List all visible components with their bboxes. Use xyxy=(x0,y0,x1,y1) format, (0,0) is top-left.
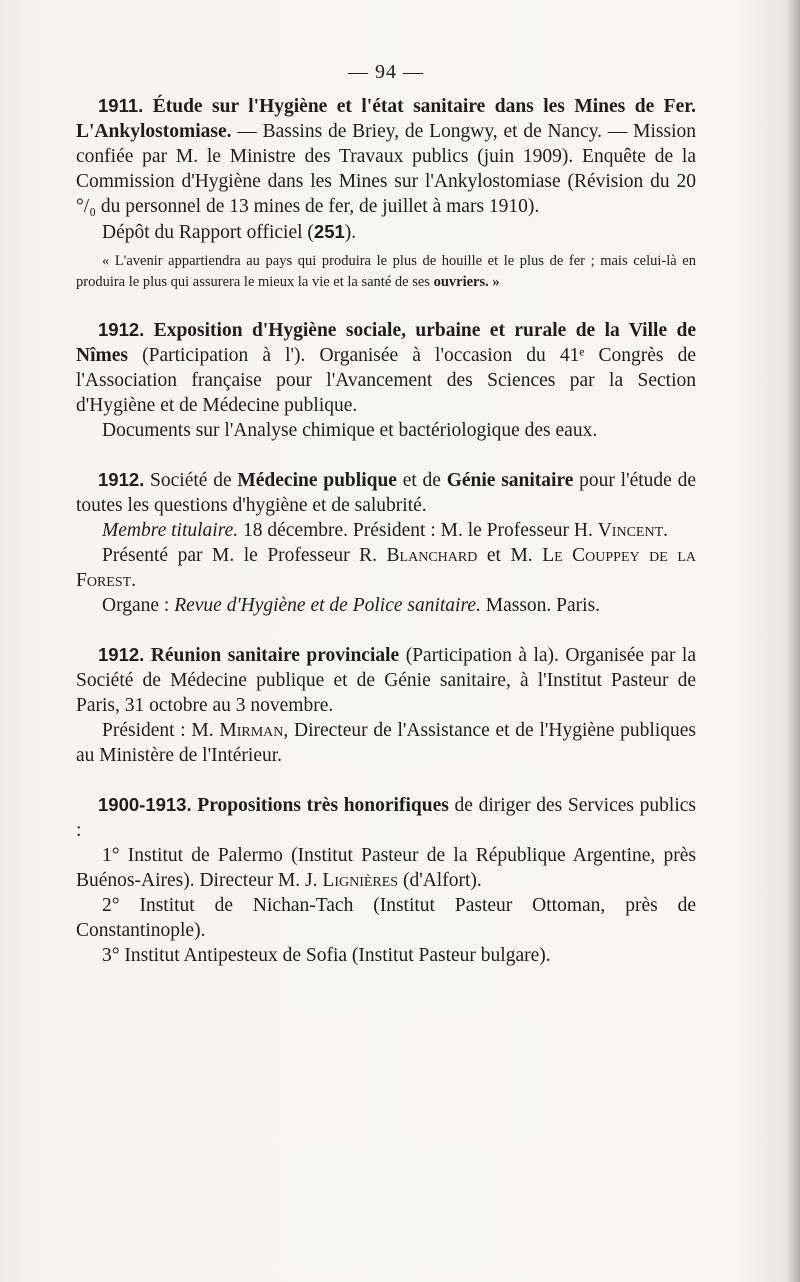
quote-text-end: ouvriers. » xyxy=(433,274,500,290)
person-name: Blanchard xyxy=(386,545,478,566)
paragraph-propositions xyxy=(76,792,696,843)
list-item xyxy=(76,843,696,893)
person-name: Mirman xyxy=(219,720,284,741)
body-text: . xyxy=(663,520,669,541)
section-1912-reunion xyxy=(76,642,696,768)
quote xyxy=(76,251,696,293)
body-text: pour l'étude de toutes les questions d'hygiène et de salubrité. xyxy=(76,470,696,516)
body-text: — Bassins de Briey, de Longwy, et de Nancy. — Mission confiée par M. le Ministre des Travaux publics (juin 1909). Enquête de la Commission d'Hygiène dans les Mines sur l'Ankylostomiase (Révision du 20 °/₀ du personnel de 13 mines de fer, de juillet à mars 1910). xyxy=(76,121,696,217)
heading-text: Propositions très honorifiques xyxy=(191,795,449,816)
paragraph-membre xyxy=(76,518,696,543)
heading-text: Exposition d'Hygiène sociale, urbaine et rurale de la Ville de Nîmes xyxy=(76,320,696,366)
body-text: (d'Alfort). xyxy=(398,870,482,891)
paragraph-1912-exposition xyxy=(76,317,696,418)
page-number: — 94 — xyxy=(348,61,424,83)
section-1900-1913 xyxy=(76,792,696,968)
year-label: 1900-1913. xyxy=(98,794,192,815)
person-name: Vincent xyxy=(597,520,664,541)
body-text: 1° Institut de Palermo (Institut Pasteur de la République Argentine, près Buénos-Aires). Directeur M. J. xyxy=(76,845,696,891)
year-label: 1912. xyxy=(98,644,145,665)
heading-text: Médecine publique xyxy=(237,470,397,491)
list-item: 3° Institut Antipesteux de Sofia (Institut Pasteur bulgare). xyxy=(102,945,551,966)
year-label: 1912. xyxy=(98,319,145,340)
body-text: Présenté par M. le Professeur R. xyxy=(102,545,387,566)
section-1911 xyxy=(76,93,696,293)
paragraph-presente xyxy=(76,543,696,593)
person-name: Lignières xyxy=(322,870,399,891)
body-text: (Participation à la). Organisée par la Société de Médecine publique et de Génie sanitaire, à l'Institut Pasteur de Paris, 31 octobre au 3 novembre. xyxy=(76,645,697,716)
body-text: , Directeur de l'Assistance et de l'Hygiène publiques au Ministère de l'Intérieur. xyxy=(76,720,696,766)
heading-text: Étude sur l'Hygiène et l'état sanitaire dans les Mines de Fer. L'Ankylostomiase. xyxy=(76,96,696,142)
page-edge-shadow xyxy=(786,0,800,1282)
section-1912-exposition xyxy=(76,317,696,443)
body-text: Organe : xyxy=(102,595,175,616)
body-text: . xyxy=(131,570,137,591)
document-body xyxy=(76,60,696,992)
quote-text: « L'avenir appartiendra au pays qui produira le plus de houille et le plus de fer ; mais celui-là en produira le plus qui assurera le mieux la vie et la santé de ses xyxy=(76,253,696,290)
list-item: 2° Institut de Nichan-Tach (Institut Pasteur Ottoman, près de Constantinople). xyxy=(76,895,696,941)
body-text: de diriger des Services publics : xyxy=(76,795,696,841)
body-text: (Participation à l'). Organisée à l'occasion du 41ᵉ Congrès de l'Association française pour l'Avancement des Sciences par la Section d'Hygiène et de Médecine publique. xyxy=(76,345,696,416)
heading-text: Réunion sanitaire provinciale xyxy=(144,645,400,666)
year-label: 1911. xyxy=(98,95,144,116)
person-name: Le Couppey de la Forest xyxy=(76,545,696,591)
journal-title: Revue d'Hygiène et de Police sanitaire. xyxy=(174,595,481,616)
heading-text: Génie sanitaire xyxy=(446,470,574,491)
section-1912-societe xyxy=(76,467,696,618)
body-text: Dépôt du Rapport officiel ( xyxy=(102,222,314,243)
paragraph-organe xyxy=(76,593,696,618)
paragraph-1911-intro xyxy=(76,93,696,219)
paragraph-1912-reunion xyxy=(76,642,696,718)
paragraph-1912-societe xyxy=(76,467,696,518)
body-text: ). xyxy=(344,222,357,243)
paragraph-president xyxy=(76,718,696,768)
body-text: 18 décembre. Président : M. le Professeur H. xyxy=(238,520,598,541)
paragraph-1912-documents: Documents sur l'Analyse chimique et bactériologique des eaux. xyxy=(102,420,598,441)
body-text: et de xyxy=(396,470,447,491)
italic-text: Membre titulaire. xyxy=(102,520,239,541)
body-text: Société de xyxy=(144,470,238,491)
paragraph-1911-report xyxy=(76,219,696,245)
report-number: 251 xyxy=(313,221,345,242)
body-text: et M. xyxy=(477,545,543,566)
body-text: Masson. Paris. xyxy=(480,595,601,616)
year-label: 1912. xyxy=(98,469,145,490)
body-text: Président : M. xyxy=(102,720,220,741)
